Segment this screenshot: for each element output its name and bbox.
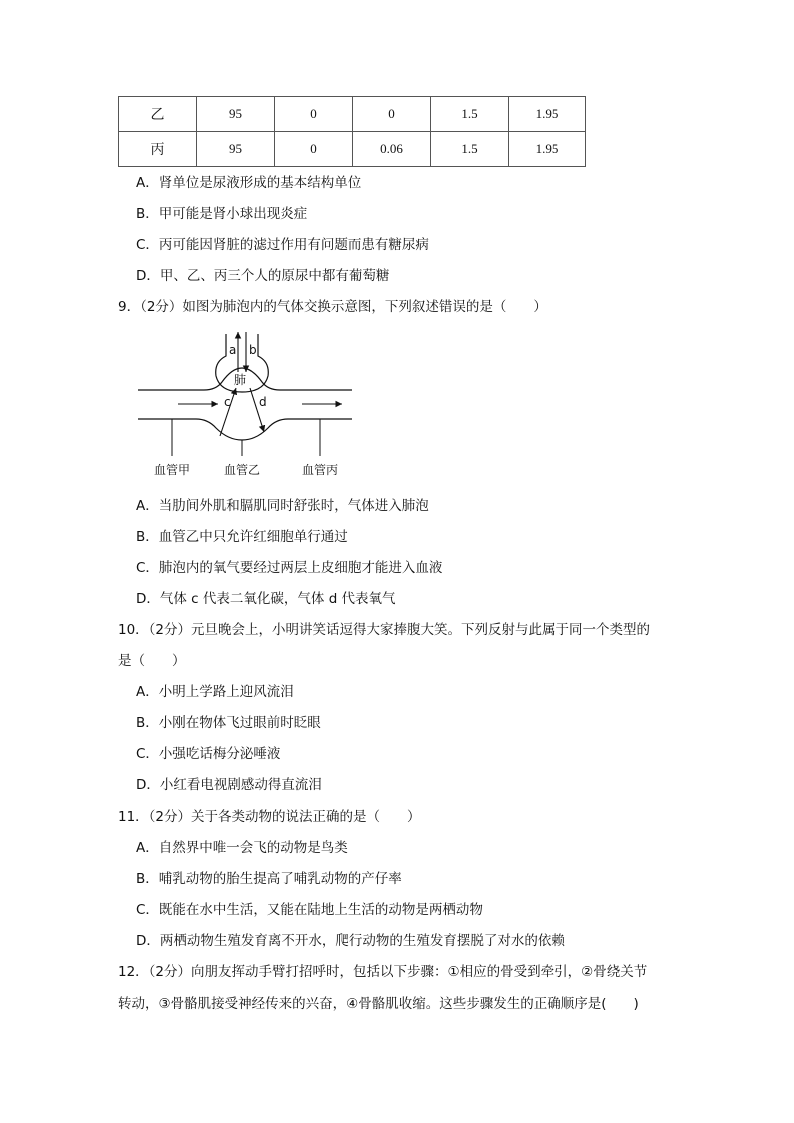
table-row	[119, 97, 586, 132]
q8-option-a: A．肾单位是尿液形成的基本结构单位	[136, 175, 362, 191]
table-cell: 1.5	[431, 97, 509, 132]
q9-option-c: C．肺泡内的氧气要经过两层上皮细胞才能进入血液	[136, 560, 443, 576]
label-fei: 肺	[234, 373, 247, 387]
table-cell: 0	[275, 97, 353, 132]
q9-stem: 9．（2分）如图为肺泡内的气体交换示意图，下列叙述错误的是（ ）	[118, 299, 547, 315]
q10-option-b: B．小刚在物体飞过眼前时眨眼	[136, 715, 321, 731]
label-c: c	[224, 395, 231, 409]
q8-option-b: B．甲可能是肾小球出现炎症	[136, 206, 308, 222]
q12-stem-line1: 12．（2分）向朋友挥动手臂打招呼时，包括以下步骤：①相应的骨受到牵引，②骨绕关节	[118, 964, 648, 980]
table-cell: 1.95	[509, 132, 586, 167]
q11-option-b: B．哺乳动物的胎生提高了哺乳动物的产仔率	[136, 871, 402, 887]
label-yi: 血管乙	[224, 463, 261, 477]
label-bing: 血管丙	[302, 463, 339, 477]
q10-option-c: C．小强吃话梅分泌唾液	[136, 746, 281, 762]
table-row	[119, 132, 586, 167]
q10-option-a: A．小明上学路上迎风流泪	[136, 684, 294, 700]
table-cell: 丙	[119, 132, 197, 167]
q10-stem-line1: 10．（2分）元旦晚会上，小明讲笑话逗得大家捧腹大笑。下列反射与此属于同一个类型的	[118, 622, 651, 638]
q9-option-d: D．气体 c 代表二氧化碳，气体 d 代表氧气	[136, 591, 396, 607]
label-a: a	[229, 343, 237, 357]
table-cell: 0	[275, 132, 353, 167]
q8-option-d: D．甲、乙、丙三个人的原尿中都有葡萄糖	[136, 268, 390, 284]
q11-option-c: C．既能在水中生活，又能在陆地上生活的动物是两栖动物	[136, 902, 483, 918]
q10-option-d: D．小红看电视剧感动得直流泪	[136, 777, 322, 793]
label-b: b	[249, 343, 257, 357]
table-cell: 95	[197, 132, 275, 167]
q12-stem-line2: 转动，③骨骼肌接受神经传来的兴奋，④骨骼肌收缩。这些步骤发生的正确顺序是( )	[118, 996, 639, 1012]
alveolus-gas-exchange-diagram	[136, 328, 366, 480]
table-cell: 1.95	[509, 97, 586, 132]
q11-stem: 11．（2分）关于各类动物的说法正确的是（ ）	[118, 809, 421, 825]
q9-option-a: A．当肋间外肌和膈肌同时舒张时，气体进入肺泡	[136, 498, 429, 514]
q8-option-c: C．丙可能因肾脏的滤过作用有问题而患有糖尿病	[136, 237, 429, 253]
q9-option-b: B．血管乙中只允许红细胞单行通过	[136, 529, 348, 545]
label-d: d	[259, 395, 267, 409]
q10-stem-line2: 是（ ）	[118, 653, 186, 669]
q11-option-d: D．两栖动物生殖发育离不开水，爬行动物的生殖发育摆脱了对水的依赖	[136, 933, 565, 949]
table-cell: 1.5	[431, 132, 509, 167]
table-cell: 0.06	[353, 132, 431, 167]
label-jia: 血管甲	[154, 463, 191, 477]
table-cell: 乙	[119, 97, 197, 132]
data-table	[118, 96, 586, 167]
table-cell: 0	[353, 97, 431, 132]
q11-option-a: A．自然界中唯一会飞的动物是鸟类	[136, 840, 348, 856]
table-cell: 95	[197, 97, 275, 132]
